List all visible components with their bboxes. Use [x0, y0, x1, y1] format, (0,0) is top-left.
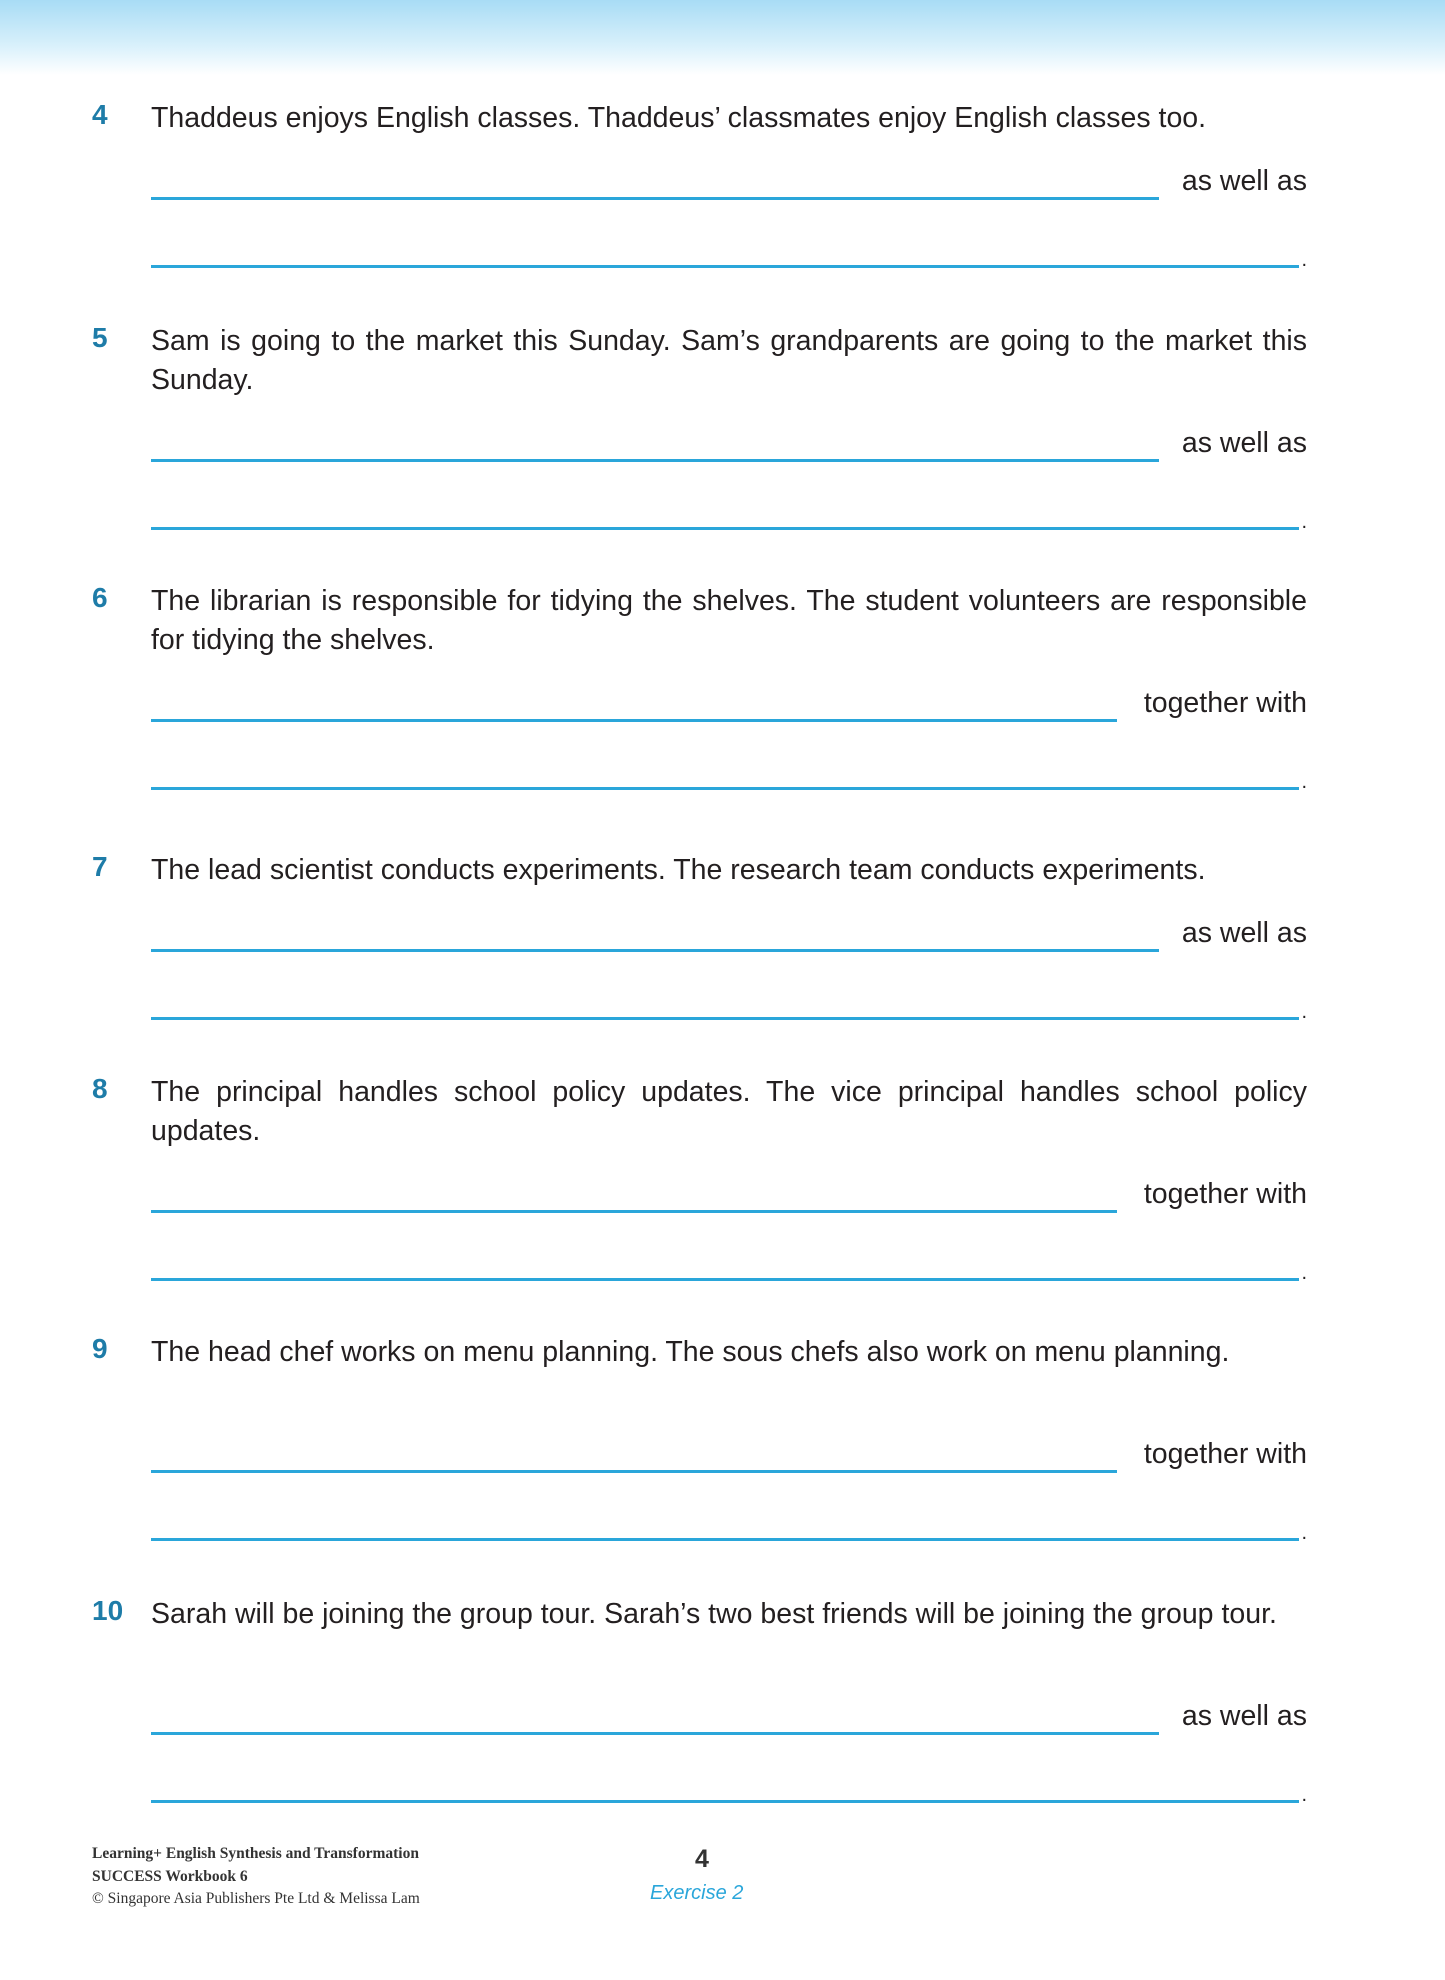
answer-line[interactable]	[151, 787, 1299, 790]
answer-line[interactable]	[151, 1538, 1299, 1541]
exercise-label: Exercise 2	[650, 1882, 744, 1904]
question-number: 8	[92, 1073, 108, 1104]
connector-word: as well as	[1181, 1700, 1307, 1732]
answer-line[interactable]	[151, 949, 1159, 952]
book-title: Learning+ English Synthesis and Transformation	[92, 1845, 419, 1862]
question-number: 10	[92, 1595, 124, 1626]
question-text: Sarah will be joining the group tour. Sarah’s two best friends will be joining the group tour.	[151, 1598, 1277, 1630]
answer-row-1	[151, 160, 1307, 200]
answer-line[interactable]	[151, 197, 1159, 200]
question-text: The lead scientist conducts experiments. The research team conducts experiments.	[151, 854, 1206, 886]
full-stop: .	[1301, 1262, 1307, 1284]
connector-word: together with	[1143, 687, 1307, 719]
answer-line[interactable]	[151, 459, 1159, 462]
answer-row-2	[151, 750, 1307, 793]
answer-row-2	[151, 490, 1307, 533]
answer-row-2	[151, 1241, 1307, 1284]
answer-line[interactable]	[151, 1210, 1117, 1213]
full-stop: .	[1301, 511, 1307, 533]
question-text: The librarian is responsible for tidying the shelves. The student volunteers are responsible for tidying the shelves.	[151, 585, 1307, 656]
answer-line[interactable]	[151, 1732, 1159, 1735]
copyright: © Singapore Asia Publishers Pte Ltd & Melissa Lam	[92, 1890, 420, 1907]
answer-row-1	[151, 1695, 1307, 1735]
workbook-name: SUCCESS Workbook 6	[92, 1867, 248, 1885]
answer-line[interactable]	[151, 1017, 1299, 1020]
full-stop: .	[1301, 771, 1307, 793]
connector-word: as well as	[1181, 917, 1307, 949]
question-text: Sam is going to the market this Sunday. Sam’s grandparents are going to the market this Sunday.	[151, 325, 1307, 396]
answer-row-2	[151, 228, 1307, 271]
question-text: The head chef works on menu planning. The sous chefs also work on menu planning.	[151, 1336, 1230, 1368]
question-number: 6	[92, 582, 108, 613]
full-stop: .	[1301, 1001, 1307, 1023]
question-number: 4	[92, 99, 108, 130]
page-number: 4	[695, 1845, 709, 1873]
answer-line[interactable]	[151, 719, 1117, 722]
footer-credits	[92, 1843, 420, 1911]
answer-row-2	[151, 980, 1307, 1023]
connector-word: as well as	[1181, 165, 1307, 197]
answer-row-1	[151, 422, 1307, 462]
answer-row-1	[151, 912, 1307, 952]
connector-word: together with	[1143, 1178, 1307, 1210]
answer-row-1	[151, 682, 1307, 722]
answer-row-1	[151, 1433, 1307, 1473]
full-stop: .	[1301, 1522, 1307, 1544]
full-stop: .	[1301, 249, 1307, 271]
answer-line[interactable]	[151, 265, 1299, 268]
answer-row-2	[151, 1763, 1307, 1806]
connector-word: as well as	[1181, 427, 1307, 459]
question-number: 9	[92, 1333, 108, 1364]
answer-line[interactable]	[151, 1278, 1299, 1281]
answer-line[interactable]	[151, 527, 1299, 530]
answer-line[interactable]	[151, 1470, 1117, 1473]
answer-row-1	[151, 1173, 1307, 1213]
question-number: 7	[92, 851, 108, 882]
question-number: 5	[92, 322, 108, 353]
answer-line[interactable]	[151, 1800, 1299, 1803]
answer-row-2	[151, 1501, 1307, 1544]
connector-word: together with	[1143, 1438, 1307, 1470]
question-text: Thaddeus enjoys English classes. Thaddeus’ classmates enjoy English classes too.	[151, 102, 1207, 134]
full-stop: .	[1301, 1784, 1307, 1806]
header-gradient-band	[0, 0, 1445, 75]
question-text: The principal handles school policy updates. The vice principal handles school policy updates.	[151, 1076, 1307, 1147]
